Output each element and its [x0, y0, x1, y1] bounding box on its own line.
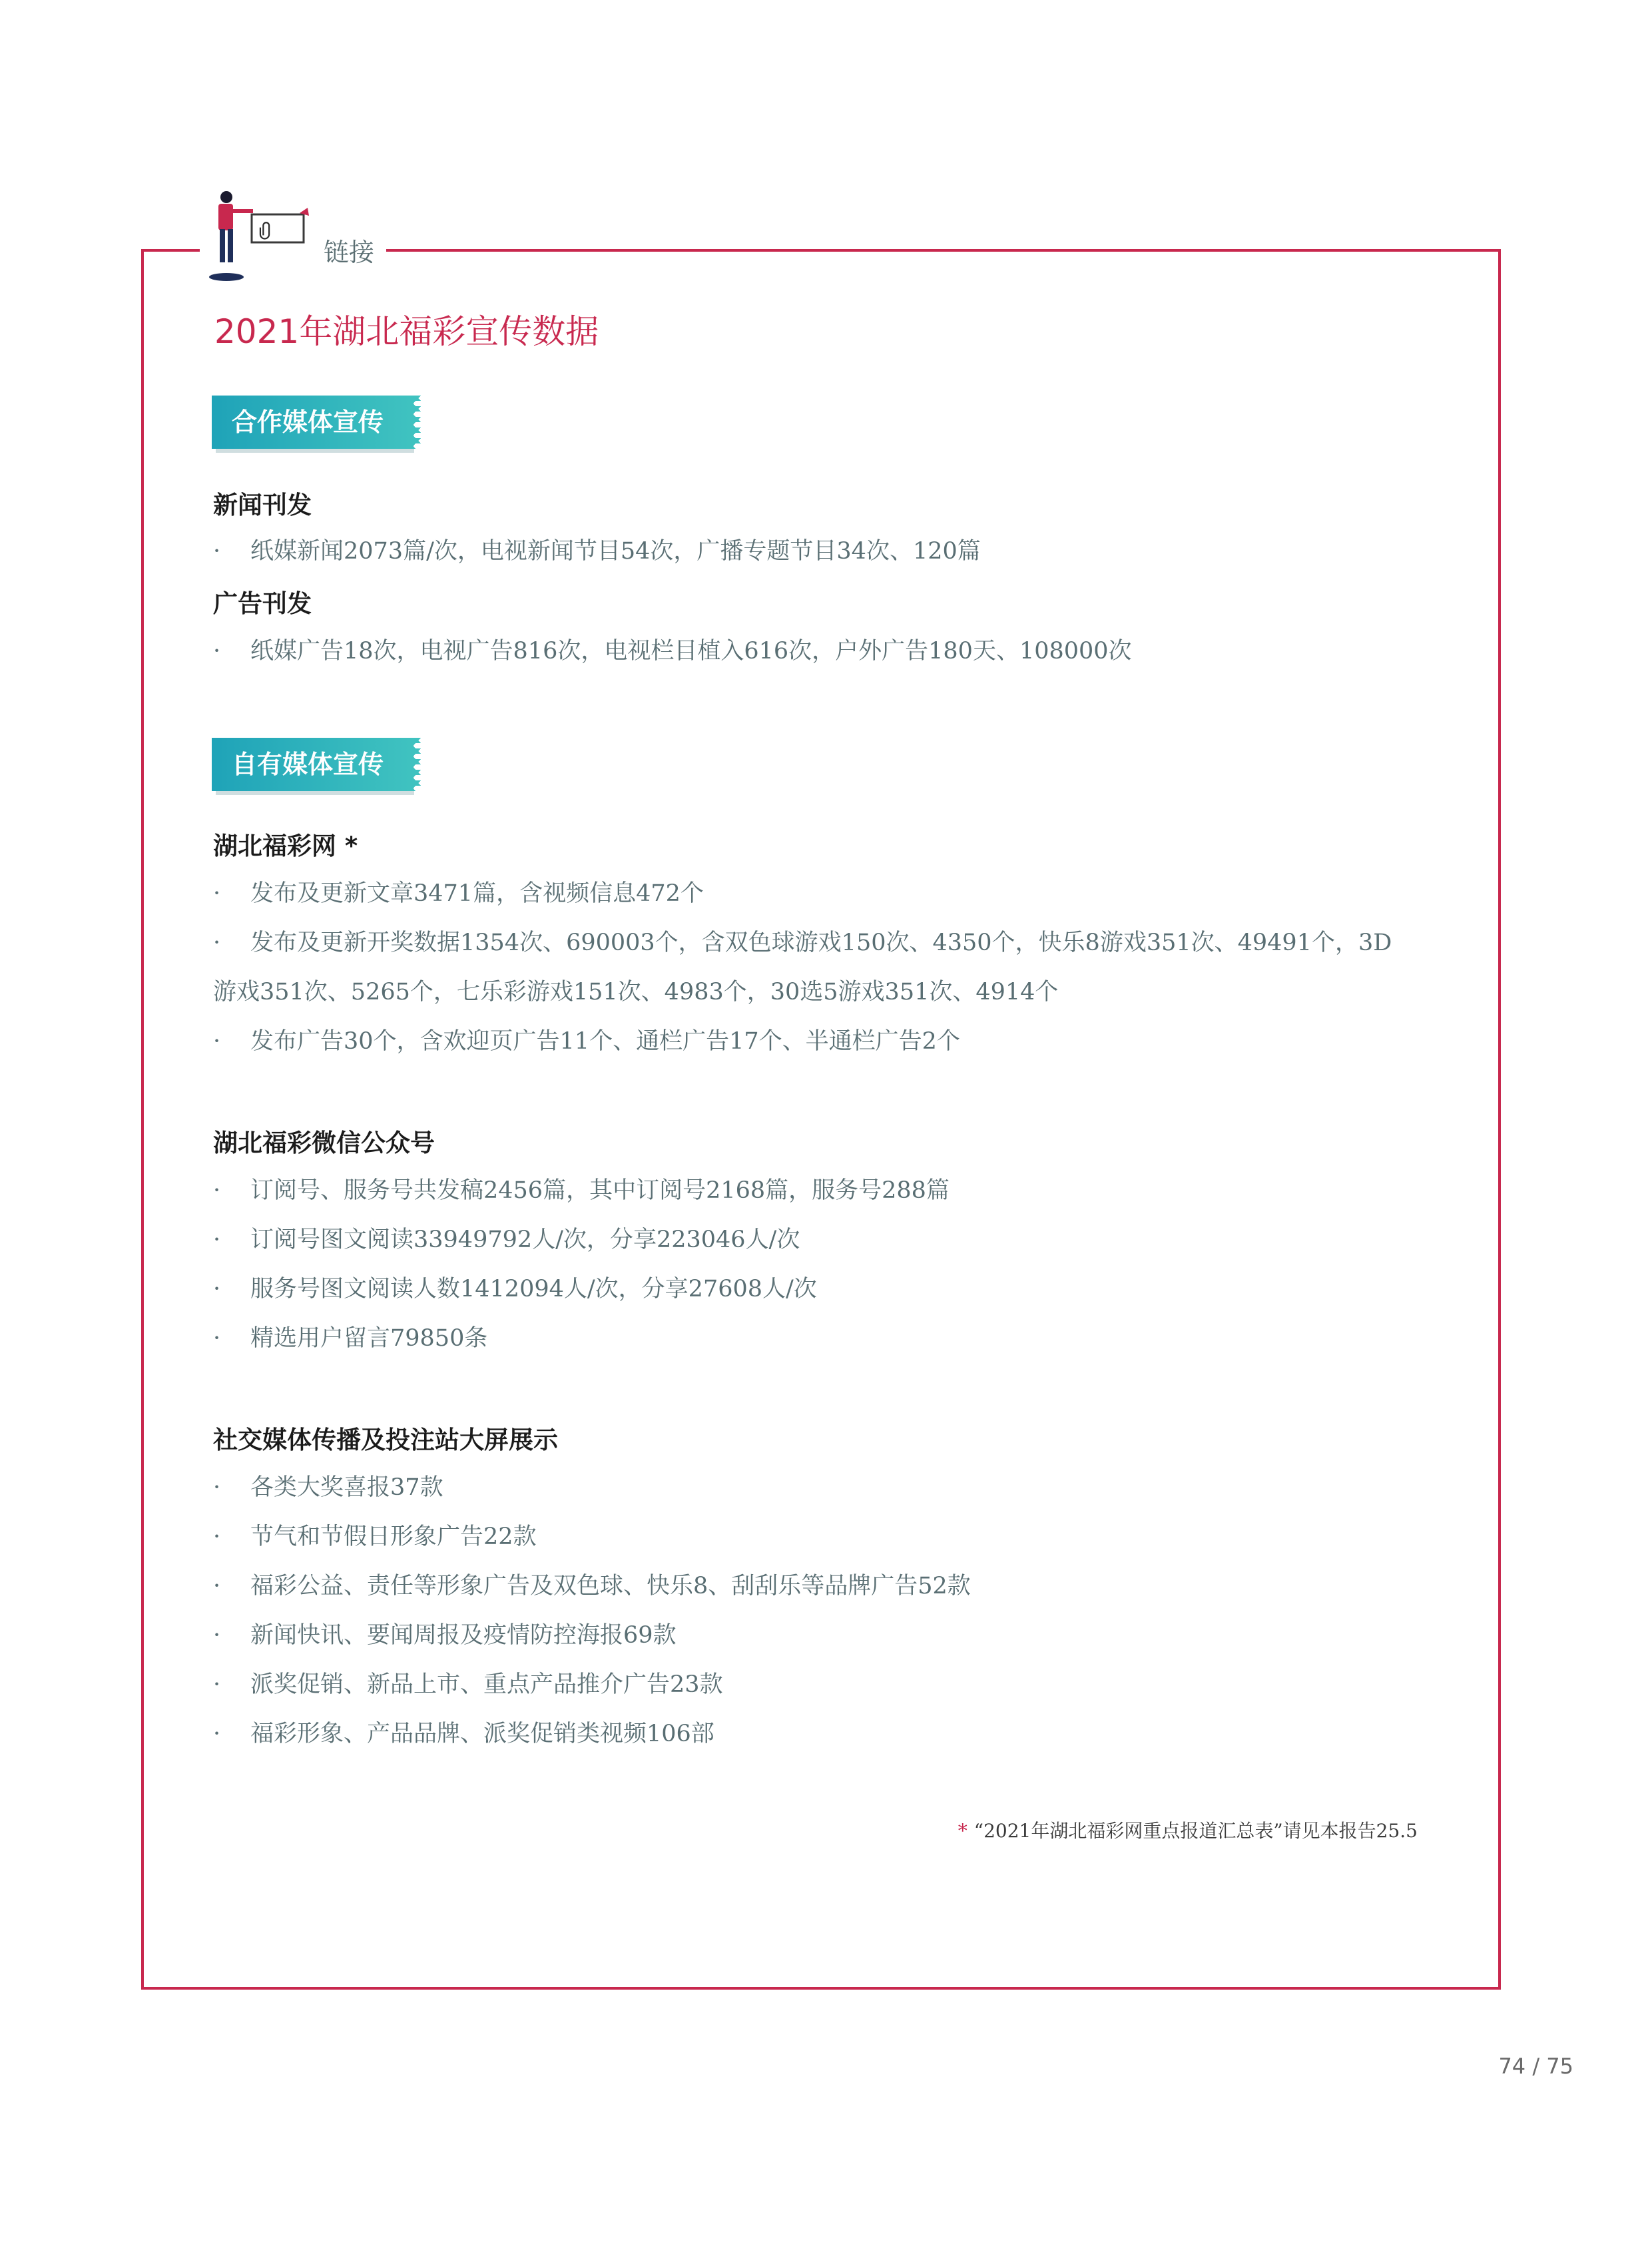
list-item: · 纸媒新闻2073篇/次，电视新闻节目54次，广播专题节目34次、120篇: [213, 538, 981, 565]
list-item: · 发布及更新开奖数据1354次、690003个，含双色球游戏150次、4350个，快乐8游戏351次、49491个，3D: [213, 930, 1392, 956]
subhead-website: 湖北福彩网 *: [213, 832, 358, 860]
list-item-continuation: 游戏351次、5265个，七乐彩游戏151次、4983个，30选5游戏351次、4914个: [213, 979, 1059, 1005]
list-item: · 派奖促销、新品上市、重点产品推介广告23款: [213, 1671, 723, 1698]
list-item: · 发布及更新文章3471篇，含视频信息472个: [213, 880, 704, 907]
subhead-social: 社交媒体传播及投注站大屏展示: [213, 1426, 558, 1454]
list-item: · 节气和节假日形象广告22款: [213, 1524, 537, 1550]
list-item: · 纸媒广告18次，电视广告816次，电视栏目植入616次，户外广告180天、108000次: [213, 638, 1132, 665]
footnote: * “2021年湖北福彩网重点报道汇总表”请见本报告25.5: [958, 1820, 1418, 1842]
person-figure-icon: [200, 189, 313, 282]
list-item: · 精选用户留言79850条: [213, 1325, 488, 1352]
list-item: · 发布广告30个，含欢迎页广告11个、通栏广告17个、半通栏广告2个: [213, 1028, 960, 1055]
link-label: 链接: [316, 232, 382, 268]
subhead-wechat: 湖北福彩微信公众号: [213, 1129, 435, 1157]
list-item: · 订阅号图文阅读33949792人/次，分享223046人/次: [213, 1227, 800, 1253]
page-number: 74 / 75: [1498, 2054, 1573, 2079]
section-tag-owned-media: 自有媒体宣传: [212, 738, 410, 791]
subhead-ads: 广告刊发: [213, 589, 312, 618]
list-item: · 福彩形象、产品品牌、派奖促销类视频106部: [213, 1721, 714, 1747]
page-title: 2021年湖北福彩宣传数据: [214, 312, 599, 351]
list-item: · 新闻快讯、要闻周报及疫情防控海报69款: [213, 1622, 677, 1649]
list-item: · 福彩公益、责任等形象广告及双色球、快乐8、刮刮乐等品牌广告52款: [213, 1573, 971, 1599]
list-item: · 各类大奖喜报37款: [213, 1474, 443, 1501]
paperclip-icon: [258, 220, 273, 240]
list-item: · 订阅号、服务号共发稿2456篇，其中订阅号2168篇，服务号288篇: [213, 1177, 950, 1204]
subhead-news: 新闻刊发: [213, 491, 312, 519]
section-tag-partner-media: 合作媒体宣传: [212, 396, 410, 449]
list-item: · 服务号图文阅读人数1412094人/次，分享27608人/次: [213, 1276, 817, 1302]
